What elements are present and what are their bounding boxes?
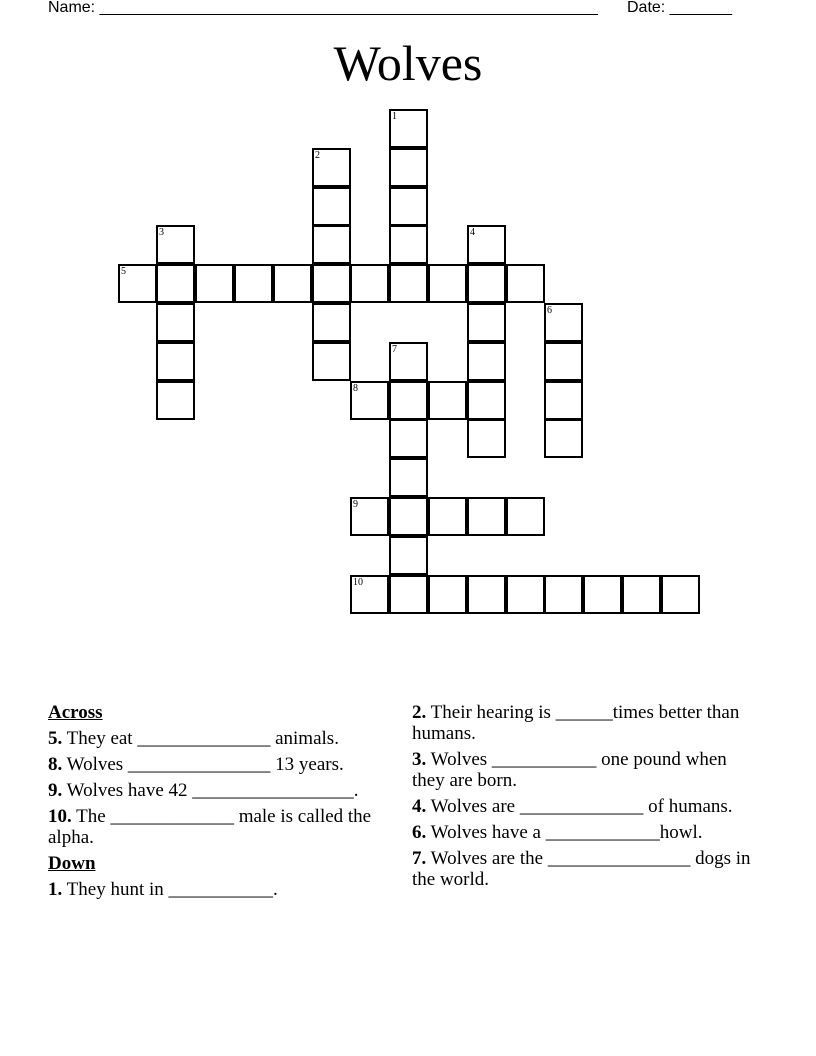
crossword-cell[interactable]: [156, 381, 195, 420]
crossword-cell[interactable]: [156, 303, 195, 342]
crossword-cell-6[interactable]: [544, 303, 583, 342]
page-title: Wolves: [333, 35, 483, 91]
clue-number: 8: [353, 383, 358, 394]
crossword-cell[interactable]: [312, 225, 351, 264]
crossword-cell[interactable]: [389, 575, 428, 614]
crossword-cell-1[interactable]: [389, 109, 428, 148]
crossword-cell[interactable]: [156, 342, 195, 381]
crossword-cell[interactable]: [389, 148, 428, 187]
crossword-cell[interactable]: [467, 342, 506, 381]
crossword-cell[interactable]: [389, 497, 428, 536]
crossword-cell[interactable]: [622, 575, 661, 614]
crossword-cell[interactable]: [544, 381, 583, 420]
crossword-cell[interactable]: [544, 419, 583, 458]
crossword-cell[interactable]: [467, 497, 506, 536]
clue-number: 3: [159, 227, 164, 238]
crossword-cell[interactable]: [273, 264, 312, 303]
crossword-cell[interactable]: [506, 497, 545, 536]
crossword-cell[interactable]: [506, 575, 545, 614]
crossword-cell[interactable]: [467, 264, 506, 303]
clue-down-1: 1. They hunt in ___________.: [48, 879, 278, 900]
clue-across-8: 8. Wolves _______________ 13 years.: [48, 754, 344, 775]
crossword-cell[interactable]: [428, 497, 467, 536]
date-field[interactable]: Date: _______: [627, 0, 732, 16]
clue-down-7: 7. Wolves are the _______________ dogs in the world.: [412, 848, 751, 890]
clue-down-3: 3. Wolves ___________ one pound when they are born.: [412, 749, 727, 791]
crossword-cell[interactable]: [467, 381, 506, 420]
crossword-cell[interactable]: [389, 381, 428, 420]
crossword-cell[interactable]: [661, 575, 700, 614]
crossword-cell[interactable]: [312, 187, 351, 226]
clues-right-column: [412, 702, 752, 895]
crossword-cell-3[interactable]: [156, 225, 195, 264]
clue-number: 7: [392, 344, 397, 355]
clue-number: 5: [121, 266, 126, 277]
crossword-cell[interactable]: [350, 264, 389, 303]
crossword-cell-2[interactable]: [312, 148, 351, 187]
crossword-cell[interactable]: [544, 342, 583, 381]
crossword-cell[interactable]: [428, 381, 467, 420]
crossword-cell[interactable]: [467, 303, 506, 342]
crossword-cell[interactable]: [467, 575, 506, 614]
clue-down-4: 4. Wolves are _____________ of humans.: [412, 796, 733, 817]
crossword-cell[interactable]: [312, 303, 351, 342]
crossword-cell[interactable]: [428, 575, 467, 614]
crossword-cell[interactable]: [389, 419, 428, 458]
across-heading: Across: [48, 702, 103, 723]
clue-number: 10: [353, 577, 363, 588]
clue-across-5: 5. They eat ______________ animals.: [48, 728, 339, 749]
crossword-cell[interactable]: [467, 419, 506, 458]
clue-number: 9: [353, 499, 358, 510]
crossword-cell[interactable]: [389, 536, 428, 575]
clue-number: 2: [315, 150, 320, 161]
clues-left-column: [48, 702, 388, 905]
crossword-cell-8[interactable]: [350, 381, 389, 420]
clue-across-10: 10. The _____________ male is called the alpha.: [48, 806, 372, 848]
clue-number: 1: [392, 111, 397, 122]
crossword-cell-4[interactable]: [467, 225, 506, 264]
crossword-cell[interactable]: [428, 264, 467, 303]
crossword-cell[interactable]: [195, 264, 234, 303]
crossword-cell-9[interactable]: [350, 497, 389, 536]
name-field[interactable]: Name: ________________________________________________________: [48, 0, 598, 16]
down-heading: Down: [48, 853, 96, 874]
crossword-cell[interactable]: [234, 264, 273, 303]
crossword-cell-5[interactable]: [118, 264, 157, 303]
clue-number: 6: [547, 305, 552, 316]
clue-down-6: 6. Wolves have a ____________howl.: [412, 822, 703, 843]
clue-down-2: 2. Their hearing is ______times better than humans.: [412, 702, 740, 744]
crossword-cell[interactable]: [389, 458, 428, 497]
clue-across-9: 9. Wolves have 42 _________________.: [48, 780, 359, 801]
crossword-cell[interactable]: [156, 264, 195, 303]
crossword-cell[interactable]: [312, 342, 351, 381]
crossword-cell[interactable]: [583, 575, 622, 614]
clue-number: 4: [470, 227, 475, 238]
crossword-cell[interactable]: [312, 264, 351, 303]
crossword-cell[interactable]: [389, 225, 428, 264]
crossword-cell[interactable]: [389, 187, 428, 226]
crossword-cell[interactable]: [506, 264, 545, 303]
crossword-cell-7[interactable]: [389, 342, 428, 381]
crossword-cell[interactable]: [389, 264, 428, 303]
crossword-cell-10[interactable]: [350, 575, 389, 614]
crossword-cell[interactable]: [544, 575, 583, 614]
